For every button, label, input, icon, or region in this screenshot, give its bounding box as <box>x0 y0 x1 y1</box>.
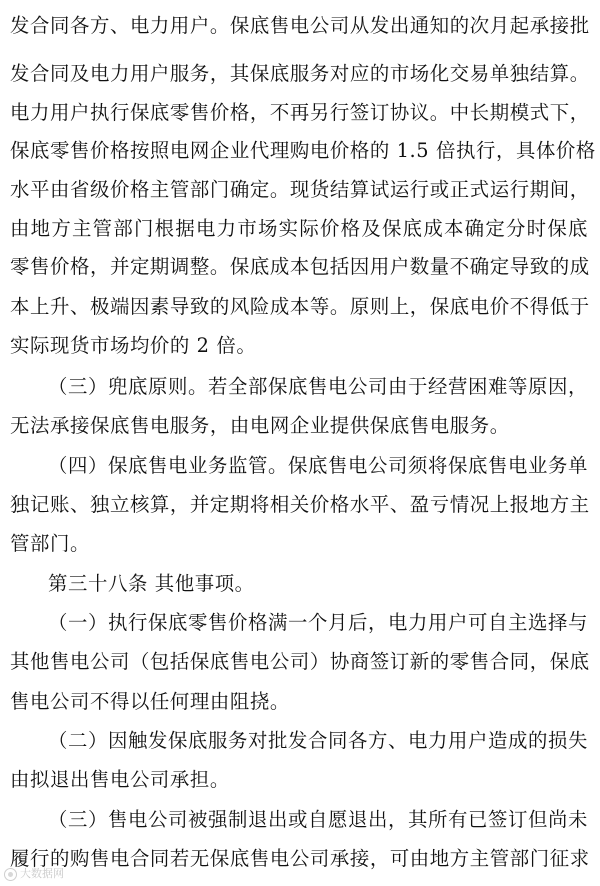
text-line: 水平由省级价格主管部门确定。现货结算试运行或正式运行期间， <box>10 178 590 201</box>
text-line: 其他售电公司（包括保底售电公司）协商签订新的零售合同，保底 <box>10 650 590 673</box>
watermark <box>4 866 64 882</box>
text-line: 本上升、极端因素导致的风险成本等。原则上，保底电价不得低于 <box>10 295 590 318</box>
text-line: 零售价格，并定期调整。保底成本包括因用户数量不确定导致的成 <box>10 255 590 278</box>
text-line: 履行的购售电合同若无保底售电公司承接，可由地方主管部门征求 <box>10 847 590 870</box>
text-line: 发合同及电力用户服务，其保底服务对应的市场化交易单独结算。 <box>10 62 590 85</box>
watermark-logo-icon <box>4 868 17 881</box>
text-line: 发合同各方、电力用户。保底售电公司从发出通知的次月起承接批 <box>10 14 590 37</box>
text-line: 电力用户执行保底零售价格，不再另行签订协议。中长期模式下， <box>10 101 590 124</box>
text-line: 管部门。 <box>10 532 90 555</box>
watermark-text: 大数据网 <box>20 867 64 880</box>
text-line: （一）执行保底零售价格满一个月后，电力用户可自主选择与 <box>48 611 588 634</box>
text-line: 由地方主管部门根据电力市场实际价格及保底成本确定分时保底 <box>10 217 588 240</box>
text-line: 保底零售价格按照电网企业代理购电价格的 1.5 倍执行，具体价格 <box>10 139 596 162</box>
text-line: 由拟退出售电公司承担。 <box>10 768 230 791</box>
text-line: 实际现货市场均价的 2 倍。 <box>10 334 257 357</box>
text-line: 无法承接保底售电服务，由电网企业提供保底售电服务。 <box>10 414 510 437</box>
article-heading: 第三十八条 其他事项。 <box>48 572 255 595</box>
text-line: （二）因触发保底服务对批发合同各方、电力用户造成的损失 <box>48 729 588 752</box>
text-line: （四）保底售电业务监管。保底售电公司须将保底售电业务单 <box>48 454 588 477</box>
text-line: 独记账、独立核算，并定期将相关价格水平、盈亏情况上报地方主 <box>10 493 590 516</box>
text-line: （三）兜底原则。若全部保底售电公司由于经营困难等原因， <box>48 375 588 398</box>
text-line: 售电公司不得以任何理由阻挠。 <box>10 690 290 713</box>
text-line: （三）售电公司被强制退出或自愿退出，其所有已签订但尚未 <box>48 808 588 831</box>
